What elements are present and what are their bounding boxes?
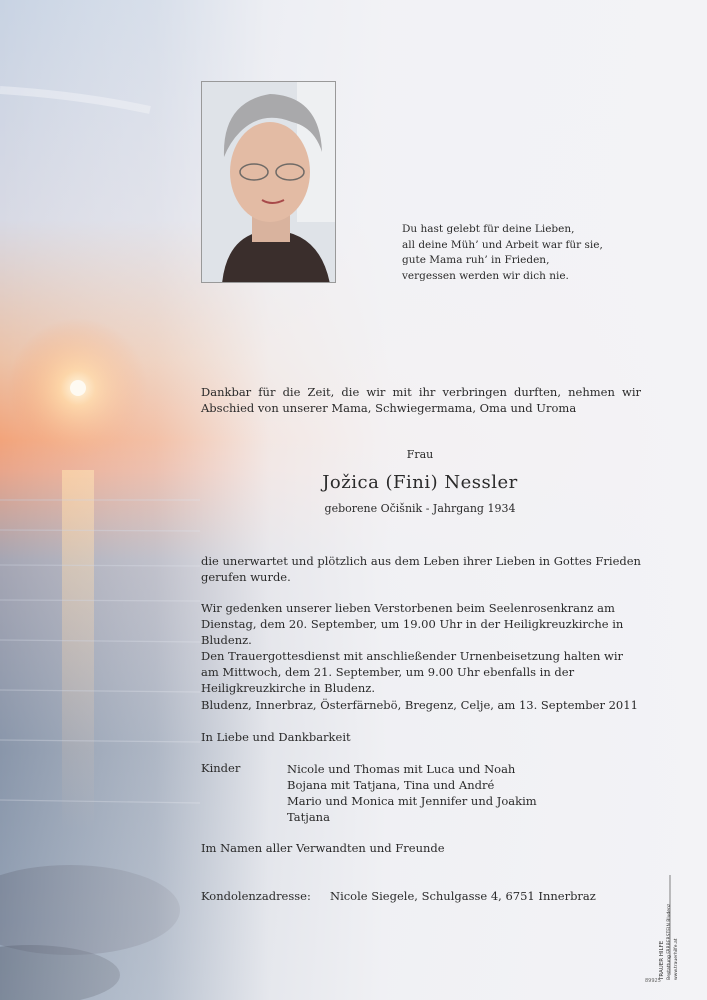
portrait-photo — [201, 81, 336, 283]
intro-text: Dankbar für die Zeit, die wir mit ihr verbringen durften, nehmen wir Abschied von unserer Mama, Schwiegermama, Oma und Uroma — [201, 385, 641, 415]
poem — [402, 222, 603, 284]
love-line: In Liebe und Dankbarkeit — [201, 730, 351, 744]
salutation: Frau — [406, 448, 434, 461]
relatives-line: Im Namen aller Verwandten und Freunde — [201, 841, 445, 855]
child-entry: Mario und Monica mit Jennifer und Joakim — [287, 794, 537, 808]
child-entry: Bojana mit Tatjana, Tina und André — [287, 778, 495, 792]
logo-line-3: www.trauerhilfe.at — [674, 938, 679, 980]
poem-line: vergessen werden wir dich nie. — [402, 269, 569, 282]
child-entry: Nicole und Thomas mit Luca und Noah — [287, 762, 516, 776]
death-text: die unerwartet und plötzlich aus dem Leben ihrer Lieben in Gottes Frieden gerufen wurde. — [201, 554, 641, 584]
place-date: Bludenz, Innerbraz, Österfärnebö, Bregenz, Celje, am 13. September 2011 — [201, 698, 638, 712]
funeral-home-logo — [657, 870, 679, 980]
children-label: Kinder — [201, 761, 241, 775]
children-list — [287, 761, 537, 825]
poem-line: Du hast gelebt für deine Lieben, — [402, 223, 575, 235]
condolence-label: Kondolenzadresse: — [201, 889, 311, 903]
deceased-name: Jožica (Fini) Nessler — [322, 472, 518, 493]
child-entry: Tatjana — [287, 810, 330, 824]
birth-info: geborene Očišnik - Jahrgang 1934 — [324, 502, 516, 515]
condolence-address: Nicole Siegele, Schulgasse 4, 6751 Innerbraz — [330, 889, 596, 903]
rosary-text: Wir gedenken unserer lieben Verstorbenen beim Seelenrosenkranz am Dienstag, dem 20. September, um 19.00 Uhr in der Heiligkreuzkirche in Bludenz. — [201, 601, 624, 647]
poem-line: all deine Müh’ und Arbeit war für sie, — [402, 238, 603, 251]
logo-line-2: Bestattung FÄRBERSTEIN Bludenz — [667, 903, 672, 980]
service-text: Den Trauergottesdienst mit anschließender Urnenbeisetzung halten wir am Mittwoch, dem 21. September, um 9.00 Uhr ebenfalls in der Heiligkreuzkirche in Bludenz. — [201, 649, 624, 695]
document-code: 89925 — [645, 978, 661, 984]
logo-line-1: TRAUER HILFE — [659, 940, 665, 980]
poem-line: gute Mama ruh’ in Frieden, — [402, 254, 550, 266]
